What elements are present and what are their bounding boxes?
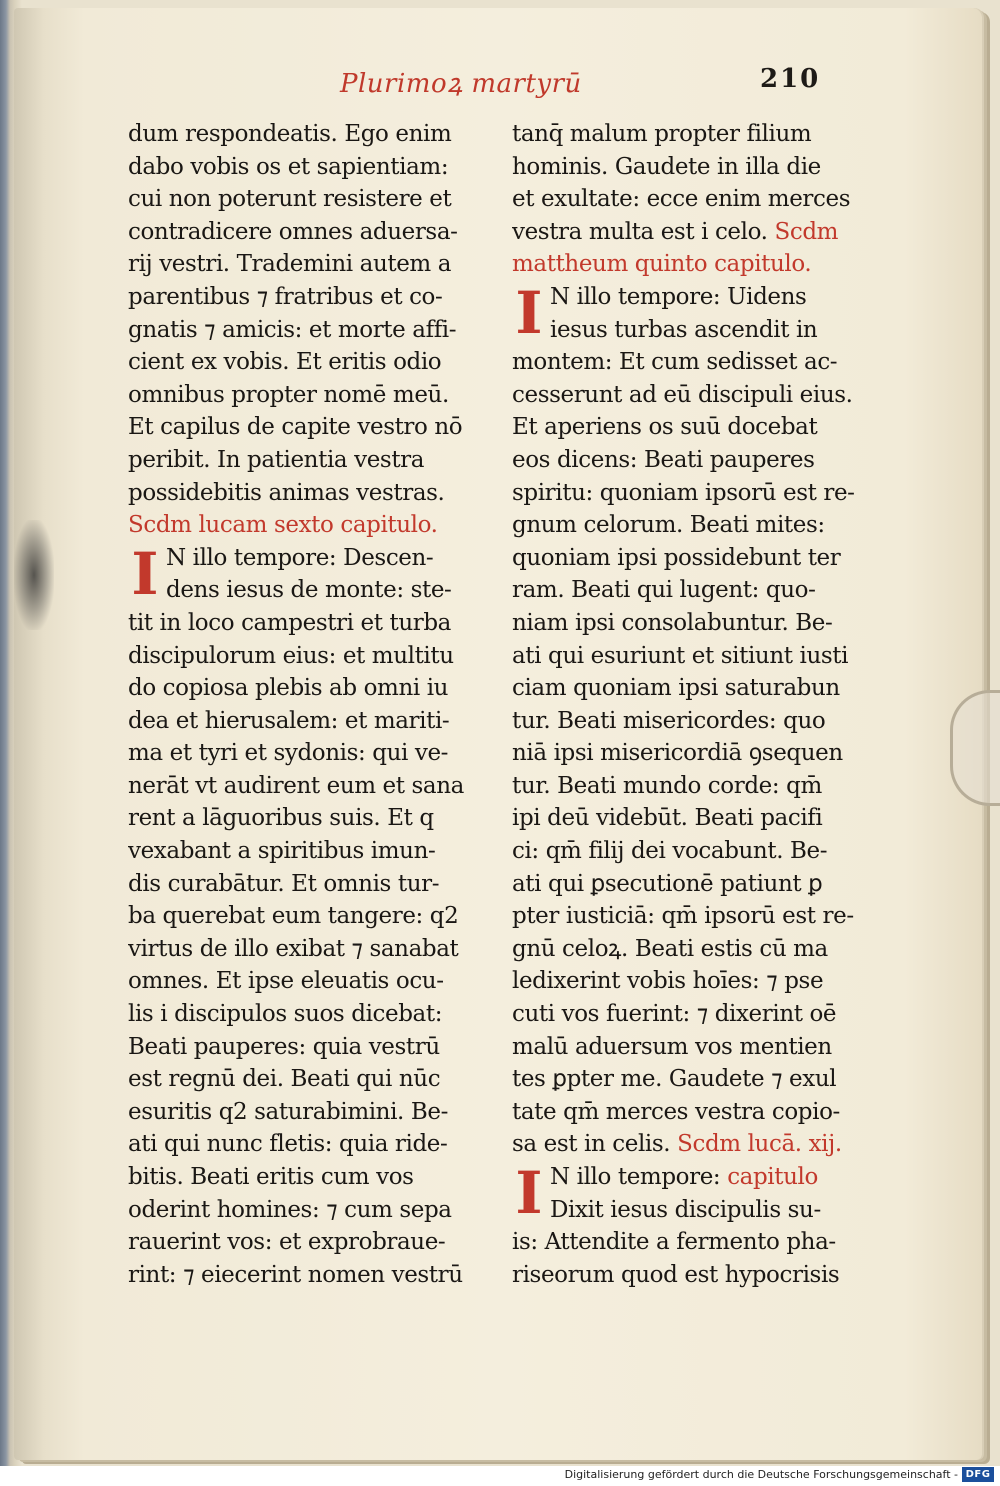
- text-line: [512, 1128, 872, 1161]
- text-segment: N illo tempore:: [550, 1164, 721, 1190]
- text-line: [512, 216, 872, 249]
- text-line: tate qm̄ merces vestra copio-: [512, 1098, 840, 1125]
- rubric-inline: capitulo: [727, 1164, 818, 1190]
- text-line: dum respondeatis. Ego enim: [128, 121, 452, 147]
- text-line: est regnū dei. Beati qui nūc: [128, 1066, 441, 1093]
- text-line: vexabant a spiritibus imun-: [128, 838, 436, 865]
- text-line: niam ipsi consolabuntur. Be-: [512, 609, 833, 636]
- text-line: oderint homines: ⁊ cum sepa: [128, 1196, 452, 1223]
- text-line: dis curabātur. Et omnis tur-: [128, 870, 440, 897]
- text-line: riseorum quod est hypocrisis: [512, 1261, 840, 1288]
- text-line: dea et hierusalem: et mariti-: [128, 707, 450, 734]
- text-line: pter iusticiā: qm̄ ipsorū est re-: [512, 903, 854, 930]
- text-line: hominis. Gaudete in illa die: [512, 153, 821, 180]
- text-line: Beati pauperes: quia vestrū: [128, 1033, 440, 1060]
- text-line: Dixit iesus discipulis su-: [550, 1196, 821, 1223]
- text-line: niā ipsi misericordiā ꝯsequen: [512, 740, 843, 767]
- text-line: ciam quoniam ipsi saturabun: [512, 675, 840, 702]
- text-line: cui non poterunt resistere et: [128, 186, 452, 213]
- text-line: quoniam ipsi possidebunt ter: [512, 544, 841, 571]
- text-line: malū aduersum vos mentien: [512, 1033, 832, 1060]
- text-line: ci: qm̄ filij dei vocabunt. Be-: [512, 838, 828, 865]
- funding-note: Digitalisierung gefördert durch die Deutsche Forschungsgemeinschaft -: [564, 1468, 958, 1481]
- text-line: gnatis ⁊ amicis: et morte affi-: [128, 316, 457, 343]
- ink-stain: [14, 520, 54, 630]
- text-line: nerāt vt audirent eum et sana: [128, 772, 464, 799]
- text-segment: sa est in celis.: [512, 1131, 671, 1158]
- text-line: rij vestri. Trademini autem a: [128, 251, 452, 278]
- text-line: tur. Beati mundo corde: qm̄: [512, 772, 822, 799]
- rubric-heading: Scdm lucam sexto capitulo.: [128, 512, 438, 539]
- initial-block: [512, 1161, 872, 1226]
- text-line: contradicere omnes aduersa-: [128, 218, 458, 245]
- text-line: parentibus ⁊ fratribus et co-: [128, 283, 443, 310]
- text-line: N illo tempore: Descen-: [166, 544, 434, 571]
- text-line: gnū celoꝝ. Beati estis cū ma: [512, 935, 828, 962]
- text-line: rint: ⁊ eiecerint nomen vestrū: [128, 1261, 463, 1288]
- dfg-logo: DFG: [962, 1467, 994, 1482]
- text-line: N illo tempore: Uidens: [550, 283, 807, 310]
- text-line: peribit. In patientia vestra: [128, 446, 425, 473]
- text-line: ati qui ꝑsecutionē patiunt ꝑ: [512, 870, 823, 897]
- text-line: ba querebat eum tangere: q2: [128, 903, 459, 930]
- rubric-heading: mattheum quinto capitulo.: [512, 251, 812, 278]
- text-line: cuti vos fuerint: ⁊ dixerint oē: [512, 1001, 837, 1028]
- text-line: cesserunt ad eū discipuli eius.: [512, 381, 853, 408]
- text-line: ipi deū videbūt. Beati pacifi: [512, 805, 823, 832]
- text-line: rauerint vos: et exprobraue-: [128, 1229, 446, 1256]
- text-line: Et aperiens os suū docebat: [512, 414, 818, 441]
- text-line: montem: Et cum sedisset ac-: [512, 349, 838, 376]
- initial-letter: I: [515, 1159, 543, 1227]
- text-line: ledixerint vobis hoīes: ⁊ pse: [512, 968, 824, 995]
- text-line: ram. Beati qui lugent: quo-: [512, 577, 816, 604]
- text-line: tanq̄ malum propter filium: [512, 121, 812, 147]
- text-line: et exultate: ecce enim merces: [512, 186, 851, 213]
- text-line: iesus turbas ascendit in: [550, 316, 818, 343]
- text-line: ma et tyri et sydonis: qui ve-: [128, 740, 449, 767]
- initial-block: [128, 539, 488, 608]
- text-line: gnum celorum. Beati mites:: [512, 512, 825, 539]
- text-segment: vestra multa est i celo.: [512, 218, 768, 245]
- initial-letter: I: [131, 539, 159, 608]
- text-line: ati qui nunc fletis: quia ride-: [128, 1131, 448, 1158]
- text-line: [512, 1161, 872, 1194]
- text-line: tur. Beati misericordes: quo: [512, 707, 826, 734]
- text-line: bitis. Beati eritis cum vos: [128, 1164, 414, 1190]
- text-line: do copiosa plebis ab omni iu: [128, 675, 449, 702]
- book-clasp: [950, 690, 1000, 806]
- text-line: possidebitis animas vestras.: [128, 479, 445, 506]
- text-line: omnibus propter nomē meū.: [128, 381, 449, 408]
- text-line: discipulorum eius: et multitu: [128, 642, 454, 669]
- rubric-inline: Scdm: [774, 218, 839, 245]
- text-line: lis i discipulos suos dicebat:: [128, 1001, 443, 1028]
- text-line: tes ꝑpter me. Gaudete ⁊ exul: [512, 1066, 837, 1093]
- text-line: Et capilus de capite vestro nō: [128, 414, 463, 441]
- rubric-inline: Scdm lucā. xij.: [677, 1131, 842, 1158]
- text-line: spiritu: quoniam ipsorū est re-: [512, 479, 855, 506]
- text-line: dens iesus de monte: ste-: [166, 577, 452, 604]
- text-line: dabo vobis os et sapientiam:: [128, 153, 449, 180]
- text-line: cient ex vobis. Et eritis odio: [128, 349, 442, 376]
- text-line: is: Attendite a fermento pha-: [512, 1229, 836, 1256]
- running-head: Plurimoꝝ martyrū: [340, 69, 582, 99]
- right-column: [512, 118, 872, 1291]
- folio-number: 210: [760, 64, 821, 94]
- text-line: tit in loco campestri et turba: [128, 609, 451, 636]
- text-line: esuritis q2 saturabimini. Be-: [128, 1098, 448, 1125]
- text-line: ati qui esuriunt et sitiunt iusti: [512, 642, 849, 669]
- initial-letter: I: [515, 278, 543, 347]
- text-line: virtus de illo exibat ⁊ sanabat: [128, 935, 459, 962]
- text-line: rent a lāguoribus suis. Et q: [128, 805, 434, 832]
- text-line: eos dicens: Beati pauperes: [512, 446, 815, 473]
- initial-block: [512, 278, 872, 347]
- text-line: omnes. Et ipse eleuatis ocu-: [128, 968, 444, 995]
- left-column: [128, 118, 488, 1291]
